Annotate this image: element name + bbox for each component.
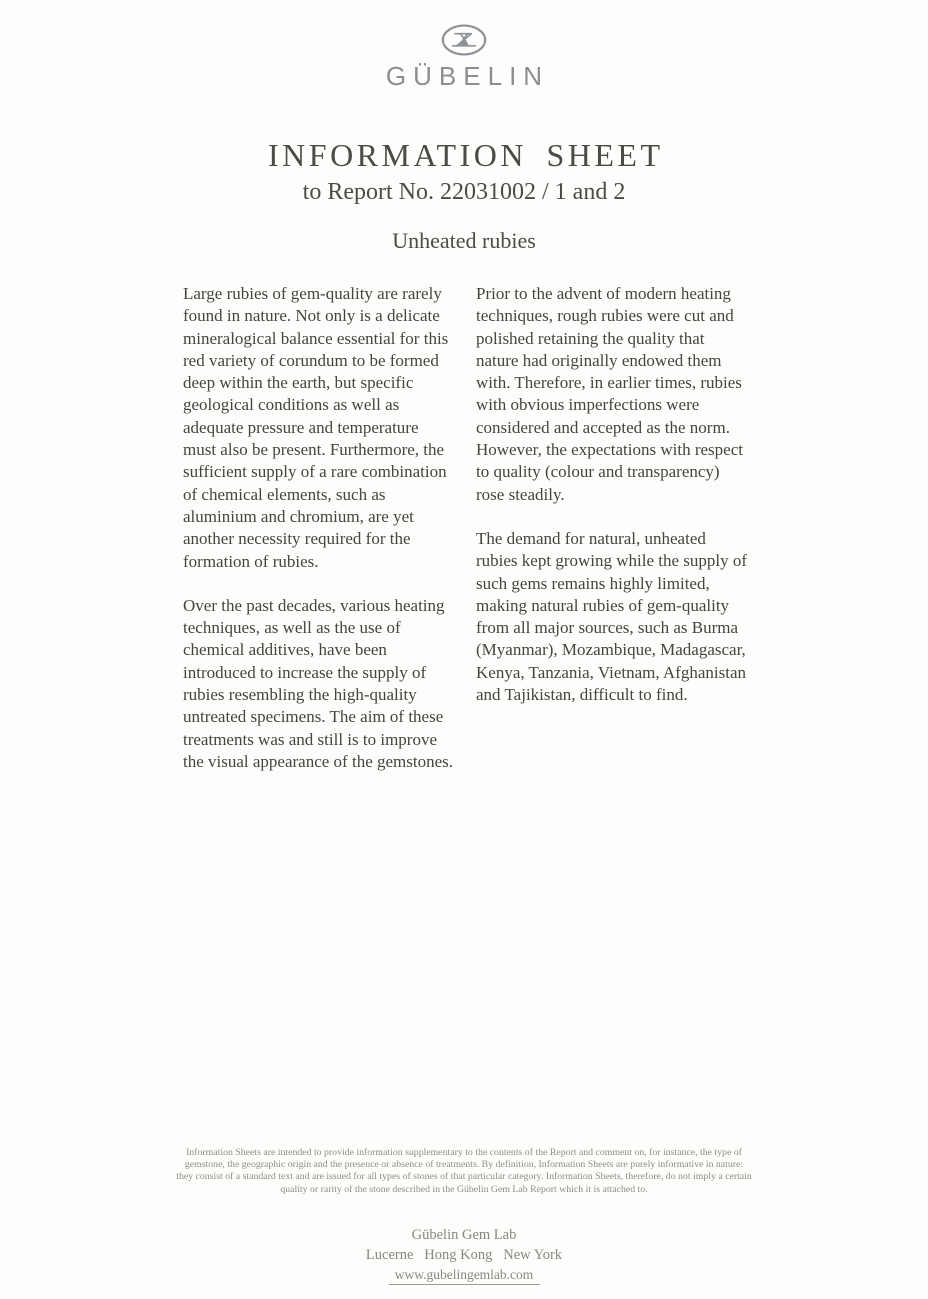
- title-block: [0, 137, 928, 206]
- paragraph: Prior to the advent of modern heating techniques, rough rubies were cut and polished retaining the quality that nature had originally endowed them with. Therefore, in earlier times, rubies with obvious imperfections were considered and accepted as the norm. However, the expectations with respect to quality (colour and transparency) rose steadily.: [476, 284, 743, 504]
- lab-name: Gübelin Gem Lab: [411, 1227, 517, 1243]
- left-column: [183, 283, 454, 795]
- lab-locations: Lucerne Hong Kong New York: [365, 1247, 563, 1263]
- footer: [0, 1227, 928, 1283]
- page-title: INFORMATION SHEET: [268, 137, 664, 173]
- section-heading: Unheated rubies: [392, 228, 536, 253]
- body-columns: [183, 283, 747, 795]
- right-column: [476, 283, 747, 795]
- brand-wordmark: GÜBELIN: [385, 61, 550, 91]
- paragraph: The demand for natural, unheated rubies kept growing while the supply of such gems remains highly limited, making natural rubies of gem-quality from all major sources, such as Burma (Myanmar), Mozambique, Madagascar, Kenya, Tanzania, Vietnam, Afghanistan and Tajikistan, difficult to find.: [476, 528, 748, 705]
- gubelin-emblem-icon: [437, 20, 491, 60]
- lab-website: www.gubelingemlab.com: [394, 1267, 534, 1282]
- disclaimer-text: Information Sheets are intended to provide information supplementary to the contents of the Report and comment on, for instance, the type of gemstone, the geographic origin and the presence or absence of treatments. By definition, Information Sheets are purely informative in nature: they consist of a standard text and are issued for all types of stones of that particular category. Information Sheets, therefore, do not imply a certain quality or rarity of the stone described in the Gübelin Gem Lab Report which it is attached to.: [176, 1147, 752, 1195]
- report-subtitle: to Report No. 22031002 / 1 and 2: [302, 179, 626, 205]
- gubelin-logo: [0, 20, 928, 92]
- footer-divider: [389, 1284, 540, 1285]
- paragraph: Large rubies of gem-quality are rarely found in nature. Not only is a delicate mineralogical balance essential for this red variety of corundum to be formed deep within the earth, but specific geological conditions as well as adequate pressure and temperature must also be present. Furthermore, the sufficient supply of a rare combination of chemical elements, such as aluminium and chromium, are yet another necessity required for the formation of rubies.: [183, 284, 449, 571]
- paragraph: Over the past decades, various heating techniques, as well as the use of chemical additives, have been introduced to increase the supply of rubies resembling the high-quality untreated specimens. The aim of these treatments was and still is to improve the visual appearance of the gemstones.: [183, 595, 454, 771]
